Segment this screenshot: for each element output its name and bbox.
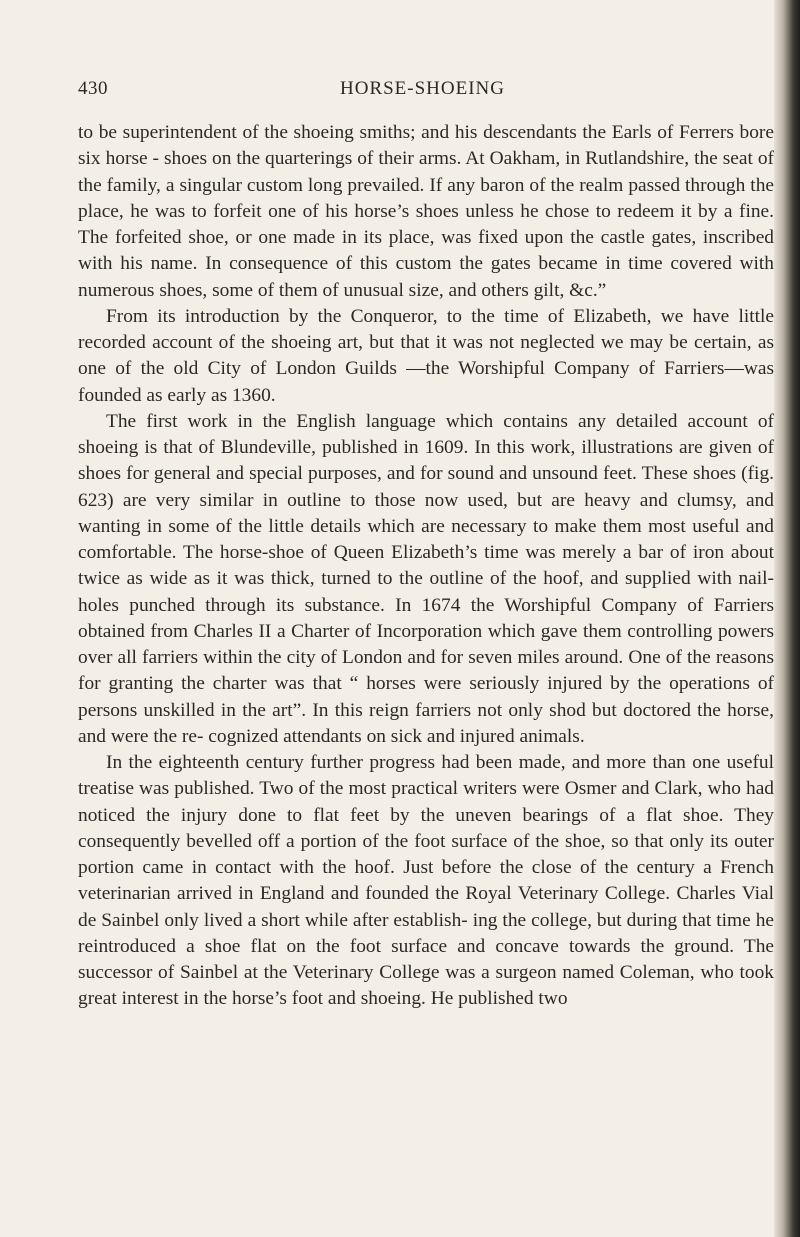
paragraph-continued: to be superintendent of the shoeing smiths; and his descendants the Earls of Ferrers bore six horse - shoes on the quarterings of their arms. At Oakham, in Rutlandshire, the seat of the family, a singular custom long prevailed. If any baron of the realm passed through the place, he was to forfeit one of his horse’s shoes unless he chose to redeem it by a fine. The forfeited shoe, or one made in its place, was fixed upon the castle gates, inscribed with his name. In consequence of this custom the gates became in time covered with numerous shoes, some of them of unusual size, and others gilt, &c.” (78, 122, 774, 301)
page-number: 430 (78, 78, 108, 99)
paragraph-eighteenth-century: In the eighteenth century further progress had been made, and more than one useful treatise was published. Two of the most practical writers were Osmer and Clark, who had noticed the injury done to flat feet by the uneven bearings of a flat shoe. They consequently bevelled off a portion of the foot surface of the shoe, so that only its outer portion came in contact with the hoof. Just before the close of the century a French veterinarian arrived in England and founded the Royal Veterinary College. Charles Vial de Sainbel only lived a short while after establish- ing the college, but during that time he reintroduced a shoe flat on the foot surface and concave towards the ground. The successor of Sainbel at the Veterinary College was a surgeon named Coleman, who took great interest in the horse’s foot and shoeing. He published two (78, 752, 774, 1010)
running-title: HORSE-SHOEING (340, 78, 505, 99)
paragraph-blundeville: The first work in the English language which contains any detailed account of shoeing is that of Blundeville, published in 1609. In this work, illustrations are given of shoes for general and special purposes, and for sound and unsound feet. These shoes (fig. 623) are very similar in outline to those now used, but are heavy and clumsy, and wanting in some of the little details which are necessary to make them most useful and comfortable. The horse-shoe of Queen Elizabeth’s time was merely a bar of iron about twice as wide as it was thick, turned to the outline of the hoof, and supplied with nail-holes punched through its substance. In 1674 the Worshipful Company of Farriers obtained from Charles II a Charter of Incorporation which gave them controlling powers over all farriers within the city of London and for seven miles around. One of the reasons for granting the charter was that “ horses were seriously injured by the operations of persons unskilled in the art”. In this reign farriers not only shod but doctored the horse, and were the re- cognized attendants on sick and injured animals. (78, 410, 774, 747)
page-header (78, 78, 774, 108)
body-text (78, 120, 774, 1013)
page-edge-shadow (774, 0, 800, 1237)
paragraph-conqueror: From its introduction by the Conqueror, to the time of Elizabeth, we have little recorded account of the shoeing art, but that it was not neglected we may be certain, as one of the old City of London Guilds —the Worshipful Company of Farriers—was founded as early as 1360. (78, 305, 774, 406)
